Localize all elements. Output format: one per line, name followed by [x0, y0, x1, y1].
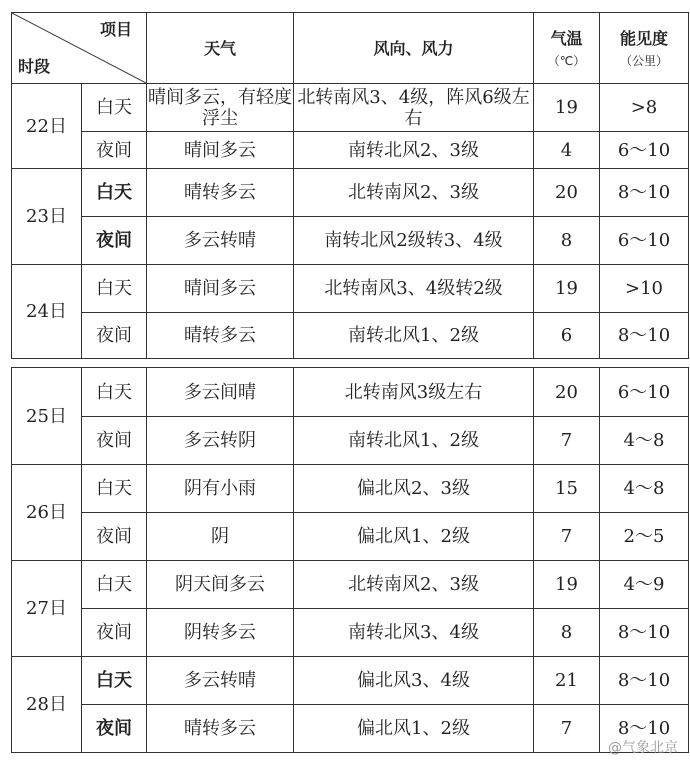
table-row: [12, 217, 689, 265]
date-cell: 28日: [12, 657, 82, 753]
table-row: [12, 561, 689, 609]
wind-cell: 偏北风1、2级: [294, 513, 534, 561]
header-row: [12, 13, 689, 84]
wind-cell: 北转南风2、3级: [294, 561, 534, 609]
temp-cell: 7: [534, 705, 600, 753]
table-row: [12, 265, 689, 313]
temp-unit: （℃）: [547, 53, 586, 68]
wind-cell: 北转南风3、4级，阵风6级左右: [294, 84, 534, 132]
weather-cell: 阴: [147, 513, 294, 561]
table-row: [12, 705, 689, 753]
wind-cell: 南转北风2级转3、4级: [294, 217, 534, 265]
wind-cell: 南转北风3、4级: [294, 609, 534, 657]
table-row: [12, 513, 689, 561]
period-cell: 白天: [82, 657, 147, 705]
visibility-cell: 8～10: [600, 657, 689, 705]
visibility-cell: 6～10: [600, 217, 689, 265]
period-cell: 白天: [82, 265, 147, 313]
period-cell: 夜间: [82, 417, 147, 465]
temp-header: [534, 13, 600, 84]
date-cell: 23日: [12, 169, 82, 265]
period-cell: 白天: [82, 368, 147, 417]
weather-cell: 阴转多云: [147, 609, 294, 657]
wind-cell: 南转北风2、3级: [294, 132, 534, 169]
weather-cell: 晴转多云: [147, 169, 294, 217]
visibility-cell: 6～10: [600, 132, 689, 169]
temp-header-label: 气温: [550, 28, 583, 48]
weather-cell: 晴间多云: [147, 132, 294, 169]
visibility-cell: 8～10: [600, 169, 689, 217]
wind-cell: 南转北风1、2级: [294, 417, 534, 465]
temp-cell: 7: [534, 417, 600, 465]
visibility-cell: 4～9: [600, 561, 689, 609]
temp-cell: 15: [534, 465, 600, 513]
temp-cell: 8: [534, 217, 600, 265]
table-row: [12, 313, 689, 359]
weather-cell: 晴转多云: [147, 313, 294, 359]
period-cell: 夜间: [82, 217, 147, 265]
forecast-table-part1: [11, 12, 689, 359]
visibility-cell: >8: [600, 84, 689, 132]
temp-cell: 21: [534, 657, 600, 705]
temp-cell: 19: [534, 84, 600, 132]
table-row: [12, 169, 689, 217]
visibility-header: [600, 13, 689, 84]
watermark: @气象北京: [608, 740, 678, 756]
wind-cell: 北转南风3、4级转2级: [294, 265, 534, 313]
visibility-cell: 6～10: [600, 368, 689, 417]
weather-header: 天气: [147, 13, 294, 84]
wind-cell: 偏北风3、4级: [294, 657, 534, 705]
visibility-cell: 4～8: [600, 417, 689, 465]
period-cell: 夜间: [82, 705, 147, 753]
table-row: [12, 84, 689, 132]
period-cell: 夜间: [82, 609, 147, 657]
wind-cell: 偏北风2、3级: [294, 465, 534, 513]
date-cell: 27日: [12, 561, 82, 657]
period-cell: 白天: [82, 84, 147, 132]
weather-cell: 多云间晴: [147, 368, 294, 417]
weather-cell: 阴天间多云: [147, 561, 294, 609]
weather-cell: 多云转阴: [147, 417, 294, 465]
temp-cell: 19: [534, 561, 600, 609]
table-row: [12, 132, 689, 169]
corner-bottom-label: 时段: [18, 57, 51, 76]
visibility-cell: 8～10: [600, 313, 689, 359]
visibility-cell: 2～5: [600, 513, 689, 561]
temp-cell: 4: [534, 132, 600, 169]
wind-cell: 南转北风1、2级: [294, 313, 534, 359]
temp-cell: 7: [534, 513, 600, 561]
temp-cell: 19: [534, 265, 600, 313]
period-cell: 夜间: [82, 513, 147, 561]
weather-cell: 多云转晴: [147, 657, 294, 705]
corner-header-cell: [12, 13, 147, 84]
period-cell: 白天: [82, 561, 147, 609]
date-cell: 25日: [12, 368, 82, 465]
wind-cell: 北转南风2、3级: [294, 169, 534, 217]
table-row: [12, 368, 689, 417]
wind-cell: 北转南风3级左右: [294, 368, 534, 417]
temp-cell: 20: [534, 169, 600, 217]
visibility-cell: 8～10: [600, 705, 689, 753]
table-row: [12, 657, 689, 705]
period-cell: 白天: [82, 169, 147, 217]
date-cell: 22日: [12, 84, 82, 169]
table-row: [12, 417, 689, 465]
weather-cell: 晴间多云: [147, 265, 294, 313]
corner-top-label: 项目: [99, 20, 132, 39]
weather-cell: 阴有小雨: [147, 465, 294, 513]
table-row: [12, 465, 689, 513]
temp-cell: 6: [534, 313, 600, 359]
visibility-header-label: 能见度: [619, 28, 668, 48]
table-row: [12, 609, 689, 657]
weather-cell: 晴转多云: [147, 705, 294, 753]
period-cell: 夜间: [82, 313, 147, 359]
date-cell: 26日: [12, 465, 82, 561]
period-cell: 夜间: [82, 132, 147, 169]
visibility-cell: >10: [600, 265, 689, 313]
period-cell: 白天: [82, 465, 147, 513]
date-cell: 24日: [12, 265, 82, 359]
temp-cell: 20: [534, 368, 600, 417]
wind-cell: 偏北风1、2级: [294, 705, 534, 753]
temp-cell: 8: [534, 609, 600, 657]
visibility-cell: 4～8: [600, 465, 689, 513]
forecast-table-part2: [11, 367, 689, 753]
wind-header: 风向、风力: [294, 13, 534, 84]
weather-cell: 晴间多云，有轻度浮尘: [147, 84, 294, 132]
weather-cell: 多云转晴: [147, 217, 294, 265]
visibility-cell: 8～10: [600, 609, 689, 657]
visibility-unit: （公里）: [619, 53, 668, 68]
